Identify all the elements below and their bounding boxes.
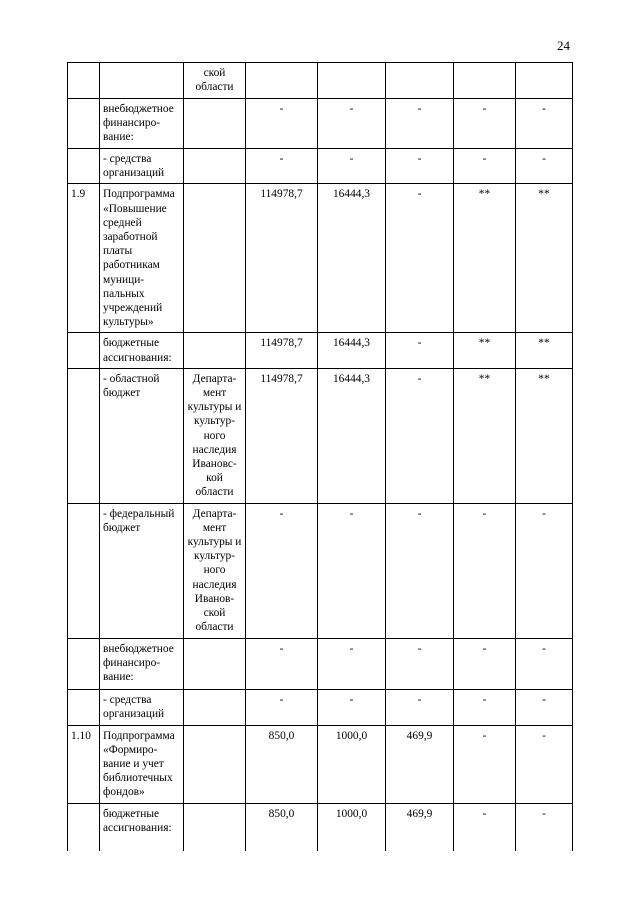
item-name-cell: внебюджетное финансиро- вание: xyxy=(100,638,184,689)
amount-cell-year-4: ** xyxy=(454,184,516,333)
item-name-cell: Подпрограмма «Формиро- вание и учет библиотечных фондов» xyxy=(100,725,184,803)
amount-cell-year-1 xyxy=(246,63,318,99)
amount-cell-year-1: 114978,7 xyxy=(246,368,318,503)
amount-cell-year-2: - xyxy=(318,638,386,689)
executor-cell xyxy=(184,725,246,803)
row-number-cell: 1.10 xyxy=(68,725,100,803)
amount-cell-year-1: 850,0 xyxy=(246,803,318,851)
executor-cell xyxy=(184,99,246,149)
row-number-cell xyxy=(68,63,100,99)
amount-cell-year-5: - xyxy=(516,149,573,184)
amount-cell-year-2: - xyxy=(318,503,386,638)
table-row xyxy=(68,803,573,851)
amount-cell-year-3 xyxy=(386,63,454,99)
amount-cell-year-2: - xyxy=(318,99,386,149)
amount-cell-year-5: ** xyxy=(516,184,573,333)
amount-cell-year-2: 16444,3 xyxy=(318,368,386,503)
item-name-cell: - областной бюджет xyxy=(100,368,184,503)
table-row xyxy=(68,333,573,368)
amount-cell-year-2: 1000,0 xyxy=(318,803,386,851)
amount-cell-year-4: - xyxy=(454,503,516,638)
row-number-cell xyxy=(68,803,100,851)
row-number-cell xyxy=(68,333,100,368)
item-name-cell: бюджетные ассигнования: xyxy=(100,333,184,368)
amount-cell-year-5: - xyxy=(516,725,573,803)
amount-cell-year-5: ** xyxy=(516,333,573,368)
amount-cell-year-4: - xyxy=(454,803,516,851)
table-row xyxy=(68,63,573,99)
amount-cell-year-5: - xyxy=(516,99,573,149)
page-number: 24 xyxy=(557,38,570,53)
item-name-cell: - федеральный бюджет xyxy=(100,503,184,638)
item-name-cell: - средства организаций xyxy=(100,149,184,184)
amount-cell-year-2: 16444,3 xyxy=(318,333,386,368)
executor-cell xyxy=(184,149,246,184)
amount-cell-year-1: 850,0 xyxy=(246,725,318,803)
row-number-cell xyxy=(68,503,100,638)
executor-cell xyxy=(184,638,246,689)
amount-cell-year-4: ** xyxy=(454,368,516,503)
amount-cell-year-5: - xyxy=(516,689,573,725)
amount-cell-year-2: 16444,3 xyxy=(318,184,386,333)
amount-cell-year-1: - xyxy=(246,689,318,725)
executor-cell xyxy=(184,803,246,851)
amount-cell-year-4: - xyxy=(454,725,516,803)
amount-cell-year-5: - xyxy=(516,638,573,689)
amount-cell-year-3: - xyxy=(386,333,454,368)
amount-cell-year-3: - xyxy=(386,503,454,638)
table-row xyxy=(68,638,573,689)
amount-cell-year-3: - xyxy=(386,99,454,149)
row-number-cell xyxy=(68,99,100,149)
item-name-cell: бюджетные ассигнования: xyxy=(100,803,184,851)
amount-cell-year-3: - xyxy=(386,368,454,503)
amount-cell-year-5: - xyxy=(516,503,573,638)
executor-cell: Департа- мент культуры и культур- ного наследия Ивановс- кой области xyxy=(184,368,246,503)
amount-cell-year-2: - xyxy=(318,149,386,184)
amount-cell-year-1: - xyxy=(246,503,318,638)
amount-cell-year-2: - xyxy=(318,689,386,725)
amount-cell-year-1: - xyxy=(246,99,318,149)
table-row xyxy=(68,725,573,803)
executor-cell xyxy=(184,689,246,725)
amount-cell-year-4 xyxy=(454,63,516,99)
amount-cell-year-3: - xyxy=(386,149,454,184)
amount-cell-year-1: - xyxy=(246,149,318,184)
executor-cell xyxy=(184,184,246,333)
amount-cell-year-4: ** xyxy=(454,333,516,368)
item-name-cell: внебюджетное финансиро- вание: xyxy=(100,99,184,149)
row-number-cell xyxy=(68,638,100,689)
row-number-cell xyxy=(68,689,100,725)
amount-cell-year-1: 114978,7 xyxy=(246,184,318,333)
table-row xyxy=(68,149,573,184)
executor-cell: ской области xyxy=(184,63,246,99)
table-row xyxy=(68,689,573,725)
item-name-cell: Подпрограмма «Повышение средней заработной платы работникам муници- пальных учреждений культуры» xyxy=(100,184,184,333)
amount-cell-year-3: - xyxy=(386,638,454,689)
row-number-cell: 1.9 xyxy=(68,184,100,333)
item-name-cell: - средства организаций xyxy=(100,689,184,725)
amount-cell-year-3: - xyxy=(386,689,454,725)
amount-cell-year-4: - xyxy=(454,149,516,184)
amount-cell-year-3: 469,9 xyxy=(386,803,454,851)
amount-cell-year-3: - xyxy=(386,184,454,333)
executor-cell xyxy=(184,333,246,368)
row-number-cell xyxy=(68,149,100,184)
amount-cell-year-5 xyxy=(516,63,573,99)
amount-cell-year-5: - xyxy=(516,803,573,851)
table-row xyxy=(68,184,573,333)
table-row xyxy=(68,503,573,638)
row-number-cell xyxy=(68,368,100,503)
amount-cell-year-3: 469,9 xyxy=(386,725,454,803)
table-row xyxy=(68,368,573,503)
program-funding-table xyxy=(67,62,573,851)
item-name-cell xyxy=(100,63,184,99)
amount-cell-year-4: - xyxy=(454,689,516,725)
amount-cell-year-1: - xyxy=(246,638,318,689)
executor-cell: Департа- мент культуры и культур- ного наследия Иванов- ской области xyxy=(184,503,246,638)
table-row xyxy=(68,99,573,149)
amount-cell-year-2 xyxy=(318,63,386,99)
amount-cell-year-4: - xyxy=(454,99,516,149)
amount-cell-year-1: 114978,7 xyxy=(246,333,318,368)
amount-cell-year-4: - xyxy=(454,638,516,689)
amount-cell-year-2: 1000,0 xyxy=(318,725,386,803)
amount-cell-year-5: ** xyxy=(516,368,573,503)
